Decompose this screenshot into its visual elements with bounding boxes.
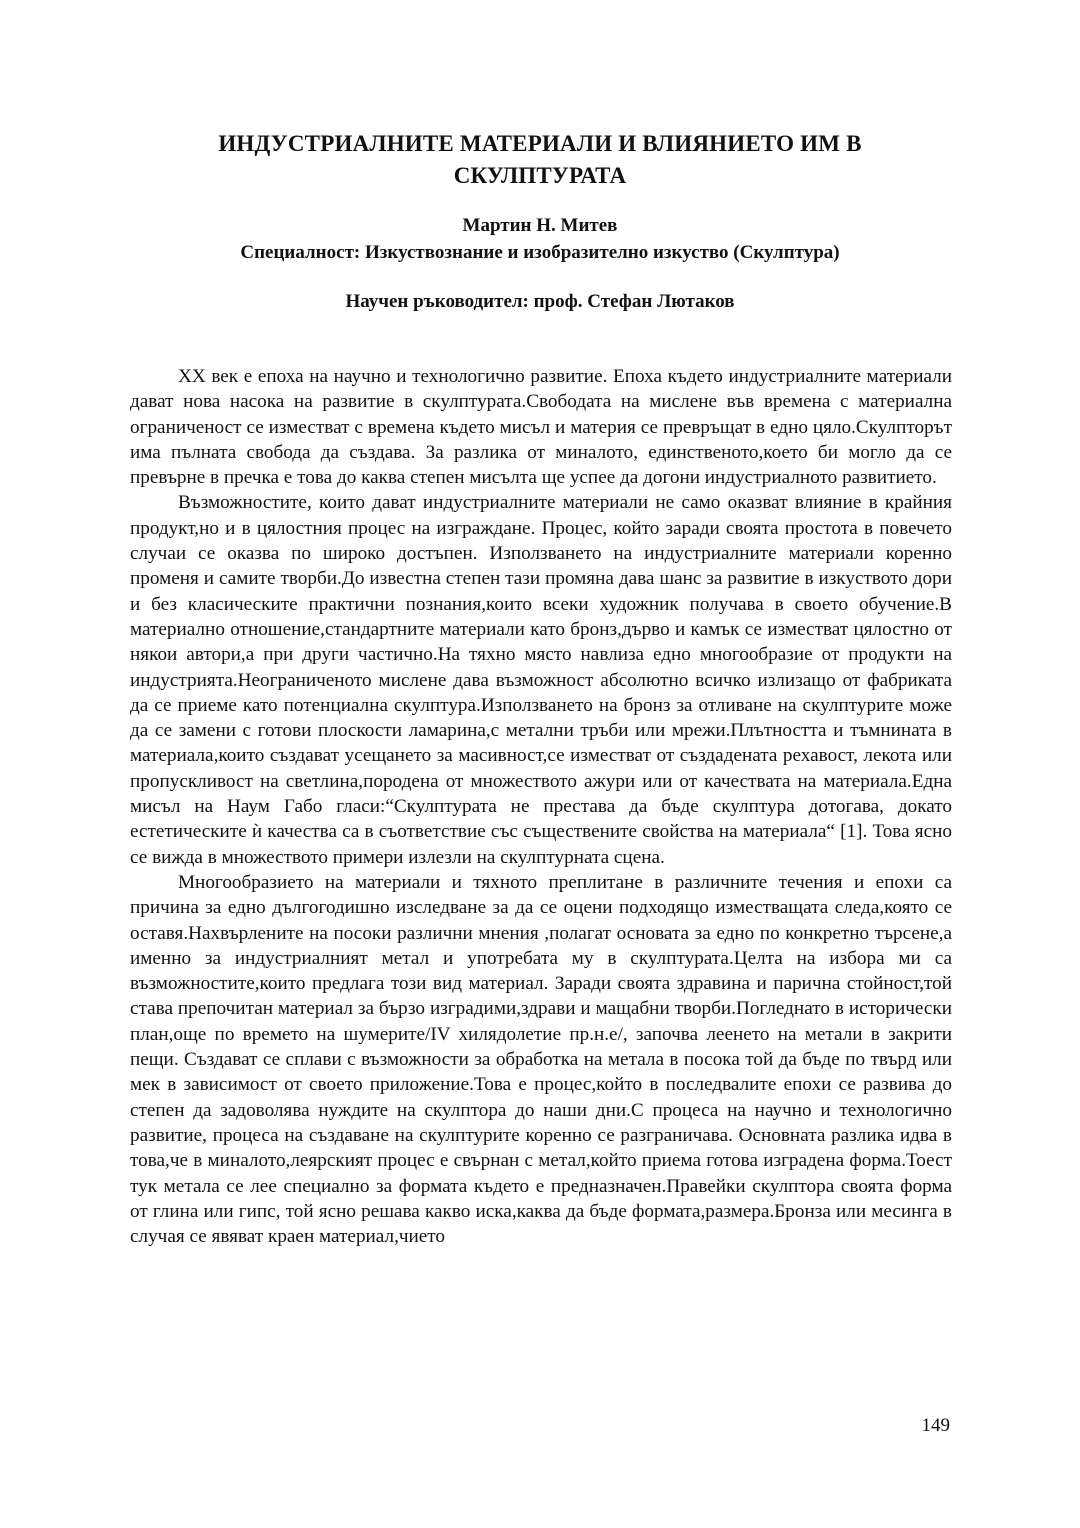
paper-title (130, 128, 950, 192)
author-block (130, 212, 950, 266)
paper-title-line-2: СКУЛПТУРАТА (453, 163, 627, 188)
paragraph-2: Възможностите, които дават индустриалните материали не само оказват влияние в крайния продукт,но и в цялостния процес на изграждане. Процес, който заради своята простота в повечето случаи се оказва по широко достъпен. Използването на индустриалните материали коренно променя и самите творби.До известна степен тази промяна дава шанс за развитие в изкуството дори и без класическите практични познания,които всеки художник получава в своето обучение.В материално отношение,стандартните материали като бронз,дърво и камък се изместват цялостно от някои автори,а при други частично.На тяхно място навлиза едно многообразие от продукти на индустрията.Неограниченото мислене дава възможност абсолютно всичко излизащо от фабриката да се приеме като потенциална скулптура.Използването на бронз за отливане на скулптурите може да се замени с готови плоскости ламарина,с метални тръби или мрежи.Плътността и тъмнината в материала,които създават усещането за масивност,се изместват от създадената рехавост, лекота или пропускливост на светлина,породена от множеството ажури или от качествата на материала.Една мисъл на Наум Габо гласи:“Скулптурата не престава да бъде скулптура дотогава, докато естетическите ѝ качества са в съответствие със съществените свойства на материала“ [1]. Това ясно се вижда в множеството примери излезли на скулптурната сцена. (130, 492, 952, 868)
author-specialty: Специалност: Изкуствознание и изобразително изкуство (Скулптура) (240, 242, 840, 263)
page-number: 149 (921, 1415, 950, 1436)
supervisor-line: Научен ръководител: проф. Стефан Лютаков (345, 291, 735, 312)
paragraph-3: Многообразието на материали и тяхното преплитане в различните течения и епохи са причина за едно дългогодишно изследване за да се оцени подходящо изместващата следа,която се оставя.Нахвърлените на посоки различни мнения ,полагат основата за едно по конкретно търсене,а именно за индустриалният метал и употребата му в скулптурата.Целта на избора ми са възможностите,които предлага този вид материал. Заради своята здравина и парична стойност,той става препочитан материал за бързо изградими,здрави и мащабни творби.Погледнато в исторически план,още по времето на шумерите/IV хилядолетие пр.н.е/, започва леенето на метали в закрити пещи. Създават се сплави с възможности за обработка на метала в посока той да бъде по твърд или мек в зависимост от своето приложение.Това е процес,който в последвалите епохи се развива до степен да задоволява нуждите на скулптора до наши дни.С процеса на научно и технологично развитие, процеса на създаване на скулптурите коренно се разграничава. Основната разлика идва в това,че в миналото,леярският процес е свърнан с метал,който приема готова изградена форма.Тоест тук метала се лее специално за формата където е предназначен.Правейки скулптора своята форма от глина или гипс, той ясно решава какво иска,каква да бъде формата,размера.Бронза или месинга в случая се явяват краен материал,чието (130, 871, 952, 1248)
body-text (130, 364, 952, 1249)
paragraph-1: XX век е епоха на научно и технологично развитие. Епоха където индустриалните материали дават нова насока на развитие в скулптурата.Свободата на мислене във времена с материална ограниченост се изместват с времена където мисъл и материя се превръщат в едно цяло.Скулпторът има пълната свобода да създава. За разлика от миналото, единственото,което би могло да се превърне в пречка е това до каква степен мисълта ще успее да догони индустриалното развитието. (130, 366, 952, 489)
author-name: Мартин Н. Митев (462, 215, 618, 236)
paper-title-line-1: ИНДУСТРИАЛНИТЕ МАТЕРИАЛИ И ВЛИЯНИЕТО ИМ В (218, 131, 862, 156)
